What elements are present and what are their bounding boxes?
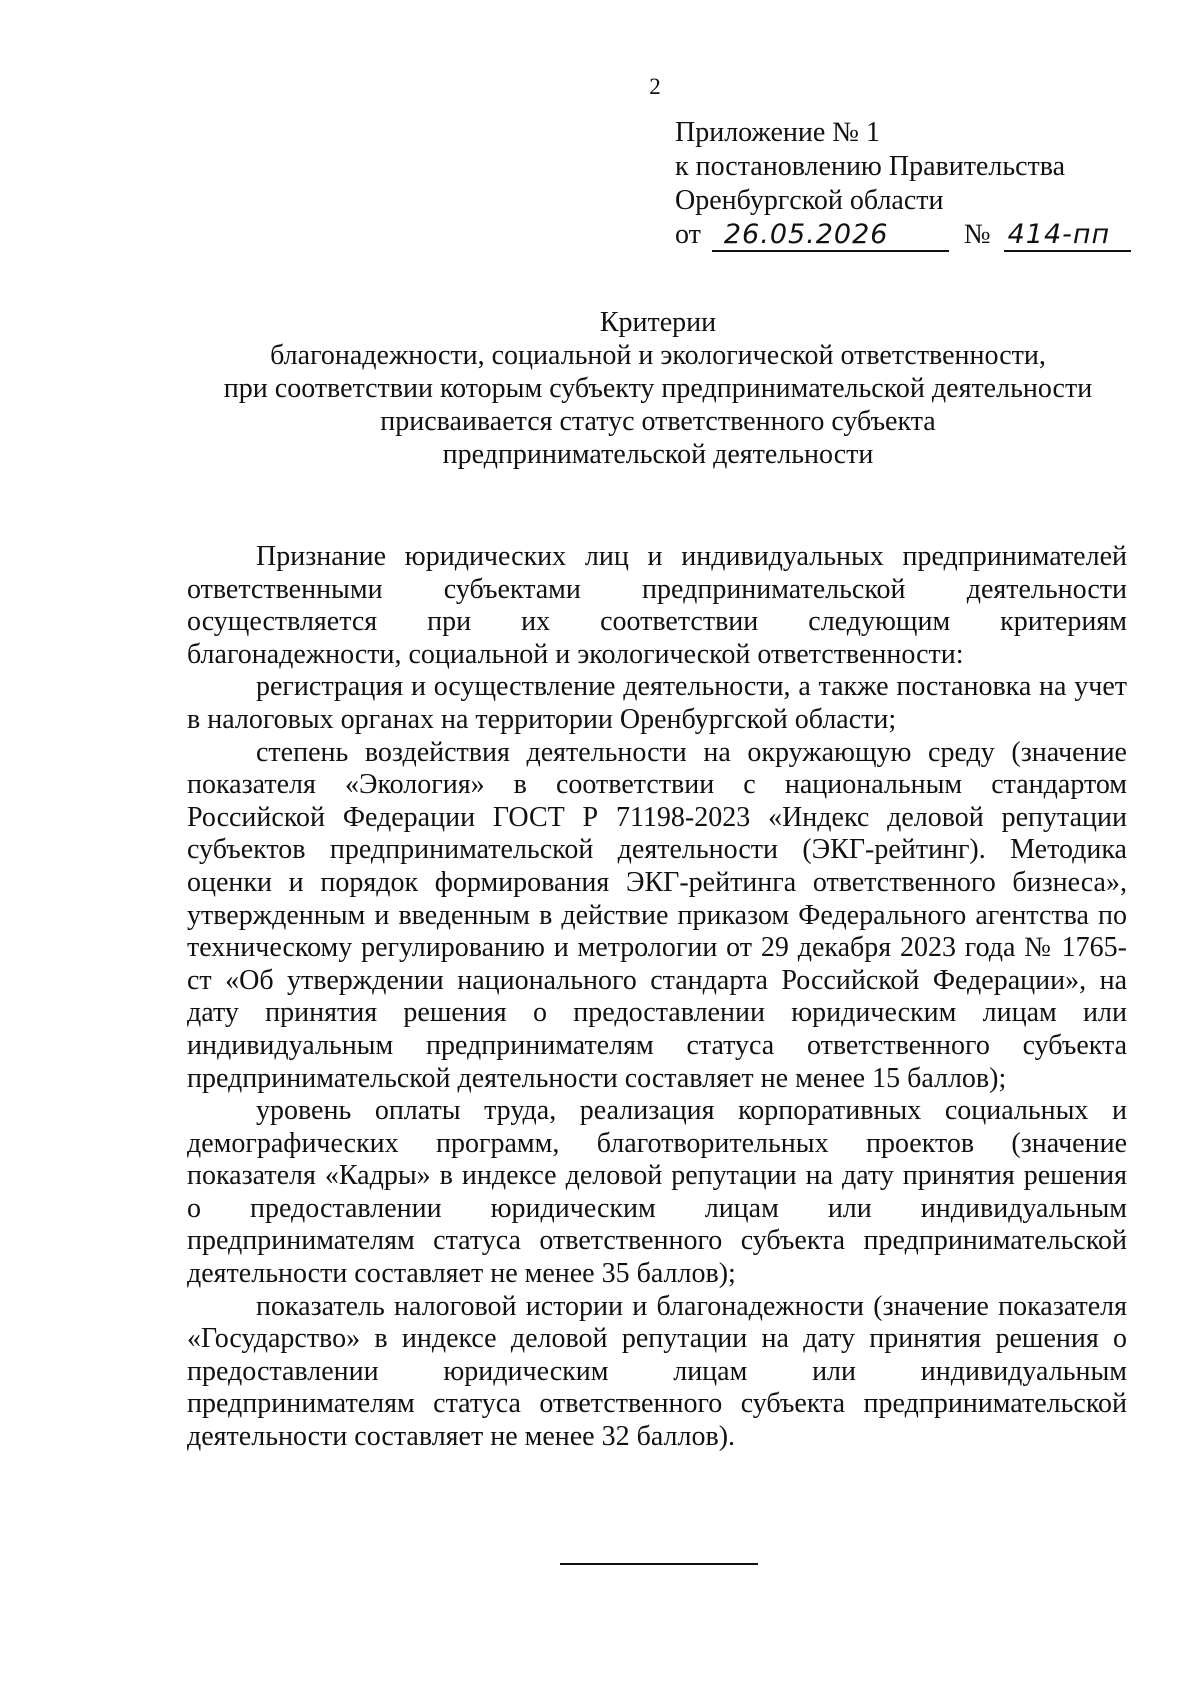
number-prefix: №	[963, 219, 991, 250]
paragraph-criterion-state: показатель налоговой истории и благонадежности (значение показателя «Государство» в индексе деловой репутации на дату принятия решения о предоставлении юридическим лицам или индивидуальным предпринимателям статуса ответственного субъекта предпринимательской деятельности составляет не менее 32 баллов).	[187, 1290, 1127, 1453]
heading-line-3: при соответствии которым субъекту предпринимательской деятельности	[223, 373, 1093, 404]
paragraph-criterion-personnel: уровень оплаты труда, реализация корпоративных социальных и демографических программ, благотворительных проектов (значение показателя «Кадры» в индексе деловой репутации на дату принятия решения о предоставлении юридическим лицам или индивидуальным предпринимателям статуса ответственного субъекта предпринимательской деятельности составляет не менее 35 баллов);	[187, 1095, 1127, 1290]
heading-line-4: присваивается статус ответственного субъекта	[380, 406, 936, 437]
heading-line-2: благонадежности, социальной и экологической ответственности,	[270, 340, 1046, 371]
page-number: 2	[649, 74, 661, 99]
document-heading	[188, 306, 1128, 471]
appendix-block	[675, 116, 1131, 252]
paragraph-intro: Признание юридических лиц и индивидуальных предпринимателей ответственными субъектами предпринимательской деятельности осуществляется при их соответствии следующим критериям благонадежности, социальной и экологической ответственности:	[187, 541, 1127, 670]
paragraph-criterion-ecology: степень воздействия деятельности на окружающую среду (значение показателя «Экология» в соответствии с национальным стандартом Российской Федерации ГОСТ Р 71198-2023 «Индекс деловой репутации субъектов предпринимательской деятельности (ЭКГ-рейтинг). Методика оценки и порядок формирования ЭКГ-рейтинга ответственного бизнеса», утвержденным и введенным в действие приказом Федерального агентства по техническому регулированию и метрологии от 29 декабря 2023 года № 1765-ст «Об утверждении национального стандарта Российской Федерации», на дату принятия решения о предоставлении юридическим лицам или индивидуальным предпринимателям статуса ответственного субъекта предпринимательской деятельности составляет не менее 15 баллов);	[187, 736, 1127, 1094]
handwritten-date: 26.05.2026	[723, 219, 889, 250]
paragraph-criterion-registration: регистрация и осуществление деятельности, а также постановка на учет в налоговых органах на территории Оренбургской области;	[187, 671, 1127, 735]
appendix-region: Оренбургской области	[675, 185, 944, 216]
appendix-title: Приложение № 1	[675, 117, 880, 148]
end-divider	[560, 1563, 758, 1565]
date-prefix: от	[675, 219, 701, 250]
heading-line-5: предпринимательской деятельности	[442, 439, 874, 470]
heading-title: Критерии	[599, 307, 717, 338]
document-body	[187, 541, 1127, 1454]
handwritten-number: 414-пп	[1007, 219, 1111, 250]
number-field	[1004, 220, 1131, 252]
appendix-decree-ref: к постановлению Правительства	[675, 151, 1066, 182]
date-field	[712, 220, 949, 252]
appendix-date-number-line	[675, 218, 1131, 252]
